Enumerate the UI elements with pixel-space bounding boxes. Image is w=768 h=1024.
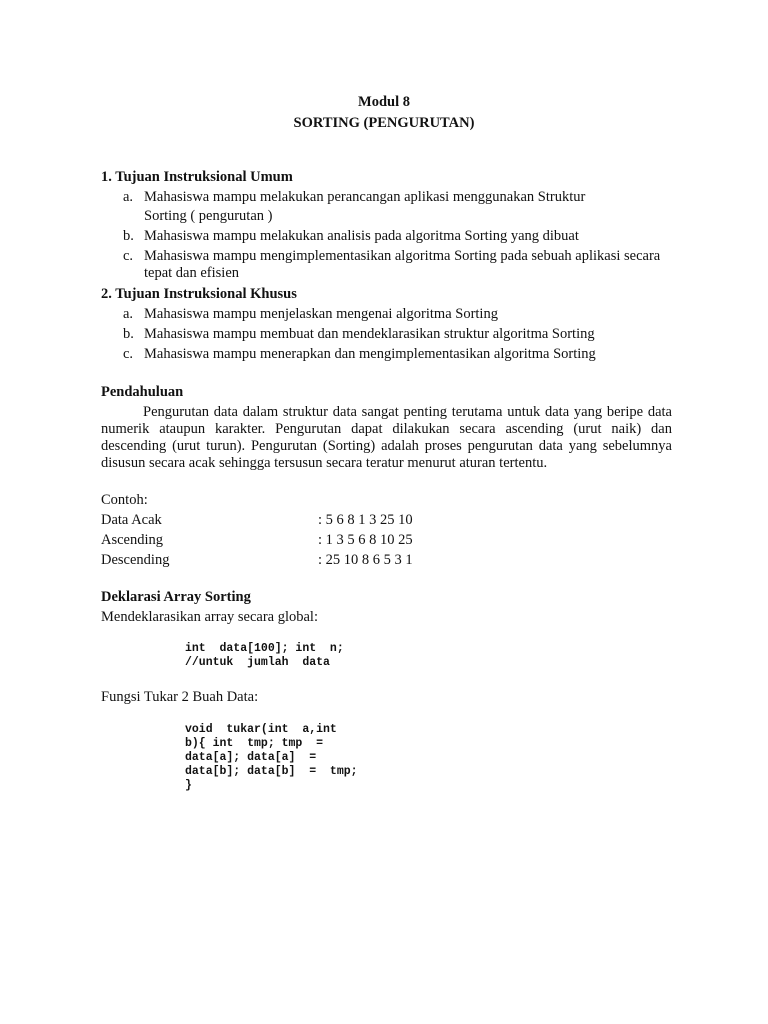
module-number: Modul 8 [358, 94, 410, 110]
body-text: Fungsi Tukar 2 Buah Data: [101, 689, 259, 705]
list-marker: a. [123, 306, 134, 322]
list-marker: c. [123, 346, 134, 362]
code-line: //untuk jumlah data [185, 656, 330, 669]
code-line: } [185, 779, 192, 792]
module-title: SORTING (PENGURUTAN) [293, 115, 475, 131]
example-row-value: : 25 10 8 6 5 3 1 [318, 552, 413, 568]
list-item-text: Mahasiswa mampu menjelaskan mengenai algoritma Sorting [144, 306, 498, 322]
list-marker: b. [123, 228, 134, 244]
code-line: void tukar(int a,int [185, 723, 337, 736]
paragraph-line: Pengurutan data dalam struktur data sangat penting terutama untuk data yang beripe data [143, 404, 672, 420]
list-marker: c. [123, 248, 134, 264]
code-line: data[b]; data[b] = tmp; [185, 765, 358, 778]
code-line: int data[100]; int n; [185, 642, 344, 655]
example-row-name: Ascending [101, 532, 164, 548]
list-item-text: Mahasiswa mampu melakukan perancangan aplikasi menggunakan Struktur [144, 189, 586, 205]
list-item-text: Mahasiswa mampu menerapkan dan mengimplementasikan algoritma Sorting [144, 346, 596, 362]
paragraph-line: descending (urut turun). Pengurutan (Sorting) adalah proses pengurutan data yang sebelumnya [101, 438, 672, 454]
section-heading-tujuan-umum: 1. Tujuan Instruksional Umum [101, 169, 293, 185]
list-item-text: Mahasiswa mampu mengimplementasikan algoritma Sorting pada sebuah aplikasi secara [144, 248, 661, 264]
body-text: Mendeklarasikan array secara global: [101, 609, 318, 625]
code-line: data[a]; data[a] = [185, 751, 317, 764]
example-row-value: : 1 3 5 6 8 10 25 [318, 532, 413, 548]
list-item-text: Mahasiswa mampu melakukan analisis pada algoritma Sorting yang dibuat [144, 228, 579, 244]
example-row-name: Descending [101, 552, 170, 568]
paragraph-line: numerik ataupun karakter. Pengurutan dapat dilakukan secara ascending (urut naik) dan [101, 421, 672, 437]
section-heading-tujuan-khusus: 2. Tujuan Instruksional Khusus [101, 286, 297, 302]
paragraph-line: disusun secara acak sehingga tersusun secara teratur menurut aturan tertentu. [101, 455, 548, 471]
example-row-value: : 5 6 8 1 3 25 10 [318, 512, 413, 528]
section-heading-pendahuluan: Pendahuluan [101, 384, 184, 400]
list-item-text: Mahasiswa mampu membuat dan mendeklarasikan struktur algoritma Sorting [144, 326, 595, 342]
example-row-name: Data Acak [101, 512, 162, 528]
list-item-text: tepat dan efisien [144, 265, 240, 281]
list-item-text: Sorting ( pengurutan ) [144, 208, 273, 224]
example-label: Contoh: [101, 492, 148, 508]
section-heading-deklarasi: Deklarasi Array Sorting [101, 589, 251, 605]
list-marker: a. [123, 189, 134, 205]
code-line: b){ int tmp; tmp = [185, 737, 324, 750]
list-marker: b. [123, 326, 134, 342]
